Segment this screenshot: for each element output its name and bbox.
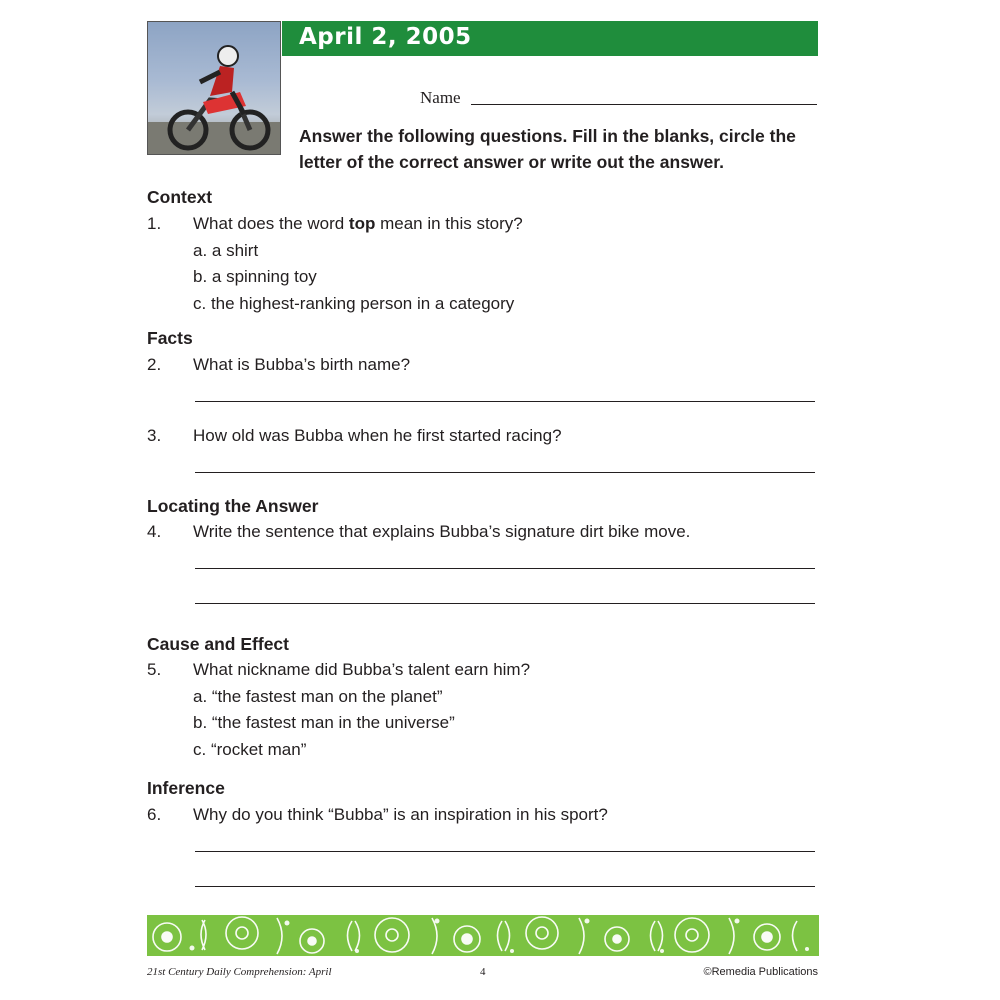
question-text-part: mean in this story? <box>375 214 523 233</box>
question-number: 5. <box>147 660 162 679</box>
question-text-4: Write the sentence that explains Bubba’s signature dirt bike move. <box>193 522 691 541</box>
section-title-locating: Locating the Answer <box>147 496 319 516</box>
question-text-6: Why do you think “Bubba” is an inspiration in his sport? <box>193 805 608 824</box>
section-title-inference: Inference <box>147 778 225 798</box>
flower-banner <box>147 915 819 956</box>
date-header-bar <box>282 21 818 56</box>
answer-option-5a[interactable]: a. “the fastest man on the planet” <box>193 687 443 706</box>
page-date: April 2, 2005 <box>299 24 472 50</box>
section-title-context: Context <box>147 187 213 207</box>
answer-option-1b[interactable]: b. a spinning toy <box>193 267 317 286</box>
answer-line[interactable] <box>195 568 815 569</box>
answer-option-1c[interactable]: c. the highest-ranking person in a category <box>193 294 515 313</box>
question-text-5: What nickname did Bubba’s talent earn him? <box>193 660 531 679</box>
question-text-2: What is Bubba’s birth name? <box>193 355 411 374</box>
answer-line[interactable] <box>195 472 815 473</box>
question-text-part: What does the word <box>193 214 349 233</box>
answer-line[interactable] <box>195 603 815 604</box>
question-number: 4. <box>147 522 162 541</box>
footer-page-number: 4 <box>480 966 486 978</box>
answer-option-5b[interactable]: b. “the fastest man in the universe” <box>193 713 455 732</box>
answer-line[interactable] <box>195 851 815 852</box>
footer-book-title: 21st Century Daily Comprehension: April <box>147 966 332 978</box>
question-text-1 <box>193 214 523 234</box>
dirt-bike-photo <box>147 21 281 155</box>
section-title-facts: Facts <box>147 328 193 348</box>
dirt-bike-rider-icon <box>148 22 281 155</box>
answer-line[interactable] <box>195 401 815 402</box>
footer-publisher: ©Remedia Publications <box>703 966 818 978</box>
question-number: 2. <box>147 355 162 374</box>
section-title-cause-effect: Cause and Effect <box>147 634 289 654</box>
question-text-3: How old was Bubba when he first started racing? <box>193 426 562 445</box>
question-bold-word: top <box>348 214 376 233</box>
answer-option-1a[interactable]: a. a shirt <box>193 241 259 260</box>
name-label: Name <box>420 88 461 107</box>
question-number: 3. <box>147 426 162 445</box>
name-field-line[interactable] <box>471 104 817 105</box>
answer-option-5c[interactable]: c. “rocket man” <box>193 740 307 759</box>
answer-line[interactable] <box>195 886 815 887</box>
instructions: Answer the following questions. Fill in the blanks, circle the letter of the correct answer or write out the answer. <box>299 126 796 172</box>
question-number: 1. <box>147 214 162 233</box>
flower-pattern-icon <box>147 915 819 956</box>
question-number: 6. <box>147 805 162 824</box>
